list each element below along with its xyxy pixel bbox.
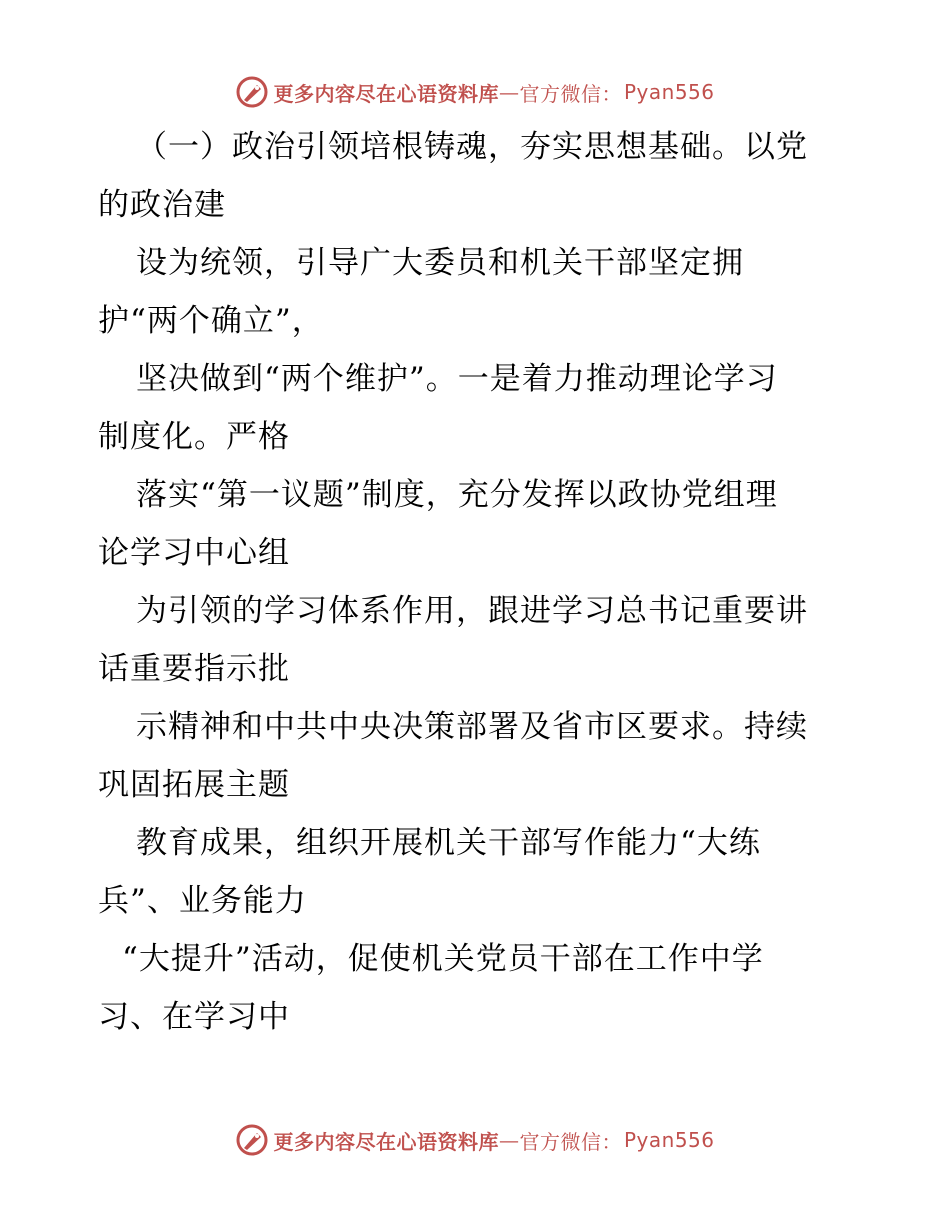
- header-brand-text: 更多内容尽在心语资料库: [273, 81, 499, 106]
- body-line: 巩固拓展主题: [98, 767, 290, 803]
- body-line: “大提升”活动，促使机关党员干部在工作中学: [122, 941, 764, 977]
- body-line: 坚决做到“两个维护”。一是着力推动理论学习: [136, 361, 778, 397]
- pen-nib-logo-icon: [235, 75, 269, 109]
- body-line: 护“两个确立”，: [98, 303, 324, 339]
- body-line: 兵”、业务能力: [98, 883, 307, 919]
- footer-banner: [0, 1120, 950, 1160]
- body-line: 制度化。严格: [98, 419, 290, 455]
- pen-nib-logo-icon: [235, 1123, 269, 1157]
- body-line: 落实“第一议题”制度，充分发挥以政协党组理: [136, 477, 778, 513]
- body-line: 为引领的学习体系作用，跟进学习总书记重要讲: [136, 593, 808, 629]
- header-wechat-id: Pyan556: [623, 80, 715, 104]
- header-separator: —: [498, 80, 520, 104]
- body-line: 的政治建: [98, 187, 226, 223]
- footer-wechat-id: Pyan556: [623, 1128, 715, 1152]
- document-body: [98, 118, 858, 1046]
- body-line: 设为统领，引导广大委员和机关干部坚定拥: [136, 245, 744, 281]
- body-line: 教育成果，组织开展机关干部写作能力“大练: [136, 825, 761, 861]
- footer-separator: —: [498, 1128, 520, 1152]
- header-wechat-label: 官方微信：: [519, 81, 622, 106]
- body-line: 话重要指示批: [98, 651, 290, 687]
- body-line: 论学习中心组: [98, 535, 290, 571]
- body-line: 示精神和中共中央决策部署及省市区要求。持续: [136, 709, 808, 745]
- header-banner: [0, 72, 950, 112]
- body-line: （一）政治引领培根铸魂，夯实思想基础。以党: [136, 129, 808, 165]
- footer-wechat-label: 官方微信：: [519, 1129, 622, 1154]
- body-line: 习、在学习中: [98, 999, 290, 1035]
- footer-brand-text: 更多内容尽在心语资料库: [273, 1129, 499, 1154]
